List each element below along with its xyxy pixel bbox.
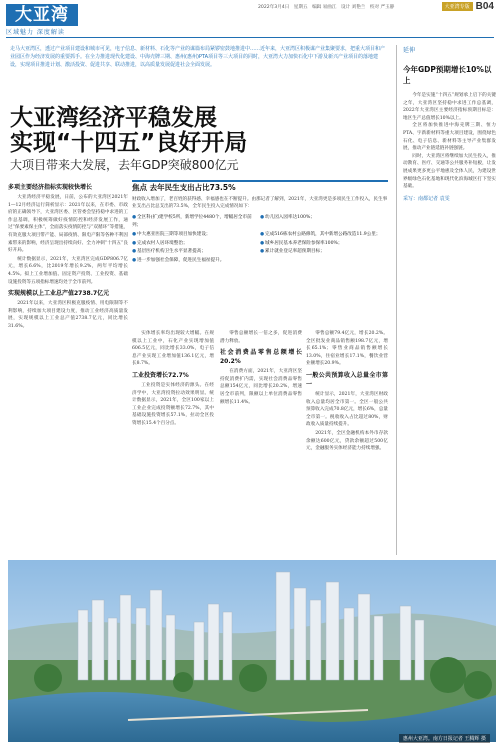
section-logo: 大亚湾 xyxy=(6,4,78,26)
sidebar-paragraph: 今年是实施“十四五”规划承上启下的关键之年，大亚湾区坚持稳中求进工作总基调，2022年大亚湾区主要经济指标预期目标是：地区生产总值增长10%以上。 xyxy=(403,93,496,121)
bullet-icon: ● xyxy=(132,214,137,220)
article-column-3 xyxy=(220,330,302,407)
article-paragraph: 统计显示，2021年，大亚湾区财政收入总量均居全市第一。全区一般公共预算收入完成70.8亿元，增长6%，总量全市第一。税收收入占比超过80%，财政收入质量持续提升。 xyxy=(306,391,388,428)
page-number-block xyxy=(442,1,494,12)
list-item: ●基层医疗机构卫生水平显著提高； xyxy=(132,249,206,255)
section-heading: 社会消费品零售总额增长20.2% xyxy=(220,349,302,366)
article-paragraph: 零售总额增长一倍之多，促进消费潜力释放。 xyxy=(220,331,302,344)
article-paragraph: 零售总额79.4亿元，增长20.2%。全区批发业商品销售额198.7亿元，增长65.1%；零售业商品销售额增长13.0%，住宿业增长17.1%，餐饮业营业额增长20.9%。 xyxy=(306,331,388,367)
list-item: ●城乡居民基本养老保险参保率100%； xyxy=(260,240,343,246)
issue-meta xyxy=(258,4,397,10)
section-tag: 大亚湾专版 xyxy=(442,2,473,11)
list-item: ●完成516栋农村公路修筑，其中新增公路改造11.9公里； xyxy=(260,232,381,237)
sidebar-text xyxy=(403,92,496,191)
sidebar-paragraph: 同时，大亚湾区将继续加大民生投入，推动教育、医疗、交通等公共服务补短板，让发展成果更多更公平地惠及全体人民，为建设世界级绿色石化基地和现代化滨海城区打下坚实基础。 xyxy=(403,153,496,190)
article-column-2 xyxy=(132,330,214,429)
issue-editor: 编辑 易曲江 xyxy=(312,5,337,10)
article-column-1 xyxy=(8,180,128,332)
focus-list xyxy=(132,214,388,266)
focus-intro: 财政收入增加了，老百姓的获得感、幸福感也在不断提升。由那记者了解到，2021年，大亚湾更是多项民生工作投入，民生事业支出占比总支出的73.5%，全年民生投入完成情况如下： xyxy=(132,197,388,210)
city-skyline-photo xyxy=(8,560,496,742)
sidebar-extension xyxy=(396,45,496,555)
list-item: ●累计就业登记率超预期目标； xyxy=(260,249,325,255)
focus-box xyxy=(132,180,388,328)
photo-caption: 惠州大亚湾。南方日报记者 王腾辉 摄 xyxy=(399,734,490,743)
list-item: ●完成农村人居环境整治； xyxy=(132,240,188,246)
bullet-icon: ● xyxy=(260,214,265,220)
header-divider xyxy=(6,37,494,38)
article-column-4 xyxy=(306,330,388,454)
article-paragraph: 实体增长率均出现较大增幅。在规模以上工业中，石化产业实现增加值606.5亿元，同比增长33.0%，电子信息产业实现工业增加值136.1亿元，增长8.7%。 xyxy=(132,331,214,367)
skyline-illustration xyxy=(8,560,496,742)
article-paragraph: 大亚湾经济平稳发展，日前，公布的大亚湾区2021年1—12月经济运行简析显示：2021年以来，在市委、市政府的正确领导下，大亚湾区委、区管委会坚持稳中求进的工作总基调，积极统筹做好疫情防控和经济发展工作，通过“保要素保主体”，全面落实疫情防控与“双循环”等措施，有效克服大项目带产能、局部疫情、限电产限等各种不利因素带来的影响，经济呈现出持续向好、全力冲刺“十四五”良好开局。 xyxy=(8,195,128,254)
lead-paragraph: 走马大亚湾区，透过产业项目建设和城市可见，电子信息、新材料、石化等产业的谋篇布局紧锣密鼓地推进中……近年来，大亚湾区积极谋产业集聚要求，把重大项目和产业园区作为经济发展的重要抓手。在全力推进现代化建设、中海壳牌三期、惠州(惠州)PTA项目等三大项目的同时，大亚湾大力加快石化中下游及新兴产业项目的落地建设，实现项目推进计划、激活投资、促进共享、联动推进，以高质量发展促进社会全面发展。 xyxy=(10,46,386,68)
issue-proofreader: 校对 严玉静 xyxy=(369,5,395,10)
sidebar-credit: 采写：南都记者 袁雯 xyxy=(403,195,450,202)
article-paragraph: 在消费方面，2021年，大亚湾区坚持促消费扩内需，实现社会消费品零售总额154亿元，同比增长20.2%，增速居全市前列，限额以上单位消费品零售额增长11.4%。 xyxy=(220,369,302,405)
issue-date: 2022年3月4日 xyxy=(258,5,290,10)
headline-subtitle: 大项目带来大发展，去年GDP突破800亿元 xyxy=(10,158,239,172)
section-slogan: 区域魅力 深度解读 xyxy=(6,29,65,36)
bullet-icon: ● xyxy=(132,232,137,237)
headline-line-1: 大亚湾经济平稳发展 xyxy=(10,105,217,131)
article-paragraph: 统计数据显示，2021年，大亚湾区完成GDP806.7亿元，增长6.6%，比2019年增长9.2%，两年平均增长4.5%。拟上工业增加值、固定资产投资、工业投资、基础设施投资等五项指标增速均处于全市前列。 xyxy=(8,256,128,285)
bullet-icon: ● xyxy=(260,232,265,237)
list-item: ●全区科(扩)建学校5所，新增学位4480个，增幅居全市前列； xyxy=(132,214,252,229)
list-item: ●中大惠亚医院三期等项目加快建设； xyxy=(132,232,211,237)
bullet-icon: ● xyxy=(260,240,265,246)
bullet-icon: ● xyxy=(260,249,265,255)
bullet-icon: ● xyxy=(132,249,137,255)
headline-line-2: 实现“十四五”良好开局 xyxy=(10,130,248,156)
article-paragraph: 2021年以来，大亚湾区积极克服疫情、用电限制等不利影响，持续加大项目建设力度，推动工业经济高质量发展，实现规模以上工业总产值2738.7亿元，同比增长31.6%。 xyxy=(8,301,128,329)
focus-title: 焦点 去年民生支出占比73.5% xyxy=(132,183,236,192)
section-heading: 工业投资增长72.7% xyxy=(132,371,189,379)
sidebar-title: 今年GDP预期增长10%以上 xyxy=(403,65,492,85)
section-heading: 实现规模以上工业总产值2738.7亿元 xyxy=(8,290,110,298)
issue-designer: 设计 刘艳兰 xyxy=(340,5,366,10)
sidebar-paragraph: 全区将加快推进中海壳牌三期、恒力PTA、宇新新材料等重大项目建设，围绕绿色石化、电子信息、新材料等主导产业集群发展，推动产业链延链补链强链。 xyxy=(403,123,496,152)
page-number: B04 xyxy=(475,1,494,12)
bullet-icon: ● xyxy=(132,257,137,263)
section-heading: 多项主要经济指标实现较快增长 xyxy=(8,184,93,191)
article-paragraph: 2021年，全区金融机构本外币存款余额达600亿元，贷款余额超过500亿元，金融服务实体经济能力持续增强。 xyxy=(306,430,388,452)
section-heading: 一般公共预算收入总量全市第一 xyxy=(306,371,388,388)
issue-weekday: 星期五 xyxy=(293,5,308,10)
list-item: ●幼儿园入园率达100%； xyxy=(260,214,315,220)
article-paragraph: 工业投资是实体经济的源头。在经济学中，大亚湾投资拉动效果明显。统计数据显示，2021年，全区100家以上工业企业完成投资额增长72.7%，其中基础设施投资增长57.1%，拉动全区投资增长15.4个百分点。 xyxy=(132,382,214,426)
list-item: ●进一步加强社会保障，促进民生福祉提升。 xyxy=(132,257,225,263)
page-header xyxy=(0,0,500,40)
bullet-icon: ● xyxy=(132,240,137,246)
sidebar-label: 延伸 xyxy=(403,47,416,54)
